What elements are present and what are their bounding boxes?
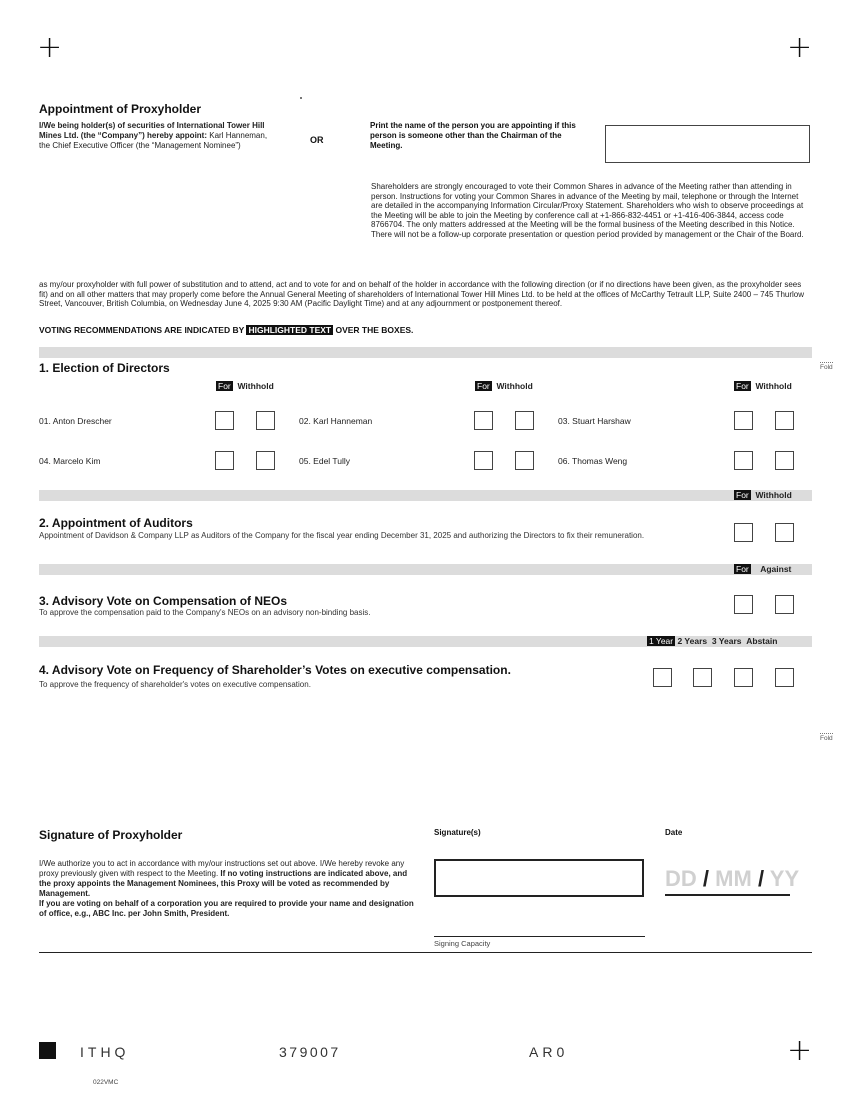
appointment-title: Appointment of Proxyholder <box>39 102 201 116</box>
neo-header <box>734 564 791 575</box>
withhold-label: Withhold <box>755 381 792 391</box>
signature-para1-bold: If no voting instructions are indicated above, and the proxy appoints the Management Nominees, this Proxy will be voted as recommended by Management. <box>39 869 408 898</box>
advisory-paragraph: Shareholders are strongly encouraged to vote their Common Shares in advance of the Meeting rather than attending in person. Instructions for voting your Common Shares in advance of the Meeting by mail, telephone or through the Internet are detailed in the accompanying Information Circular/Proxy Statement. Shareholders who wish to observe proceedings at the Meeting will be able to join the Meeting by conference call at +1-866-832-4451 or +1-416-406-3844, access code 8766704. The only matters addressed at the Meeting will be the formal business of the Meeting described in this Notice. There will not be a follow-up corporate presentation or question period provided by management or the Chair of the Board. <box>371 182 804 239</box>
frequency-3-years-checkbox[interactable] <box>734 668 753 687</box>
auditors-header <box>734 490 792 501</box>
signature-input[interactable] <box>434 859 644 897</box>
dot-mark <box>300 97 302 99</box>
nominee-name: 02. Karl Hanneman <box>299 416 373 426</box>
directors-band <box>39 347 812 358</box>
signing-capacity-label: Signing Capacity <box>434 939 491 948</box>
voting-suffix: OVER THE BOXES. <box>333 325 414 335</box>
abstain-label: Abstain <box>746 636 778 646</box>
date-input[interactable] <box>665 865 799 893</box>
withhold-checkbox[interactable] <box>256 411 275 430</box>
appointment-statement-normal: Karl Hanneman, the Chief Executive Officer (the “Management Nominee”) <box>39 131 268 150</box>
or-label: OR <box>310 135 324 145</box>
registration-mark-top-left: + <box>37 30 63 65</box>
date-yy: YY <box>769 866 800 891</box>
for-highlight: For <box>736 381 749 391</box>
signature-para2-bold: If you are voting on behalf of a corporation you are required to provide your name and designation of office, e.g., ABC Inc. per John Smith, President. <box>39 899 414 918</box>
signature-para1: I/We authorize you to act in accordance with my/our instructions set out above. I/We hereby revoke any proxy previously given with respect to the Meeting. <box>39 859 405 878</box>
withhold-label: Withhold <box>237 381 274 391</box>
print-name-instruction: Print the name of the person you are appointing if this person is someone other than the Chairman of the Meeting. <box>370 121 576 150</box>
footer-code-ithq: ITHQ <box>80 1044 130 1060</box>
directors-col1-header <box>216 381 274 392</box>
directors-col3-header <box>734 381 792 392</box>
appointment-statement-bold: I/We being holder(s) of securities of International Tower Hill Mines Ltd. (the “Company”) hereby appoint: <box>39 121 265 140</box>
for-checkbox[interactable] <box>215 451 234 470</box>
date-separator: / <box>757 866 765 891</box>
for-highlight: For <box>736 564 749 574</box>
proxy-paragraph: as my/our proxyholder with full power of substitution and to attend, act and to vote for and on behalf of the holder in accordance with the following direction (or if no directions have been given, as the proxyholder sees fit) and on all other matters that may properly come before the Annual General Meeting of shareholders of International Tower Hill Mines Ltd. to be held at the offices of McCarthy Tetrault LLP, Suite 2400 – 745 Thurlow Street, Vancouver, British Columbia, on Wednesday June 4, 2025 9:30 AM (Pacific Daylight Time) and at any adjournment or postponement thereof. <box>39 280 805 309</box>
two-years-label: 2 Years <box>677 636 708 646</box>
nominee-name: 06. Thomas Weng <box>558 456 628 466</box>
neo-for-checkbox[interactable] <box>734 595 753 614</box>
nominee-name: 01. Anton Drescher <box>39 416 112 426</box>
withhold-checkbox[interactable] <box>515 451 534 470</box>
voting-prefix: VOTING RECOMMENDATIONS ARE INDICATED BY <box>39 325 247 335</box>
for-checkbox[interactable] <box>474 411 493 430</box>
withhold-checkbox[interactable] <box>775 411 794 430</box>
for-highlight: For <box>218 381 231 391</box>
one-year-highlight: 1 Year <box>649 636 674 646</box>
auditors-for-checkbox[interactable] <box>734 523 753 542</box>
for-highlight: For <box>736 490 749 500</box>
date-separator: / <box>702 866 710 891</box>
fold-mark: Fold <box>820 735 833 742</box>
frequency-title: 4. Advisory Vote on Frequency of Shareholder’s Votes on executive compensation. <box>39 663 511 677</box>
withhold-checkbox[interactable] <box>256 451 275 470</box>
withhold-checkbox[interactable] <box>775 451 794 470</box>
registration-mark-bottom-right: + <box>787 1033 813 1068</box>
auditors-title: 2. Appointment of Auditors <box>39 516 193 530</box>
date-dd: DD <box>665 866 697 891</box>
highlighted-text-sample: HIGHLIGHTED TEXT <box>248 325 332 335</box>
for-checkbox[interactable] <box>215 411 234 430</box>
form-code: 022VMC <box>93 1079 119 1086</box>
withhold-label: Withhold <box>755 490 792 500</box>
frequency-header <box>647 636 777 647</box>
neo-title: 3. Advisory Vote on Compensation of NEOs <box>39 594 288 608</box>
directors-col2-header <box>475 381 533 392</box>
nominee-name: 04. Marcelo Kim <box>39 456 101 466</box>
against-label: Against <box>760 564 792 574</box>
for-checkbox[interactable] <box>734 451 753 470</box>
frequency-abstain-checkbox[interactable] <box>775 668 794 687</box>
auditors-withhold-checkbox[interactable] <box>775 523 794 542</box>
for-checkbox[interactable] <box>474 451 493 470</box>
registration-mark-top-right: + <box>787 30 813 65</box>
signature-instructions <box>39 859 419 919</box>
frequency-description: To approve the frequency of shareholder's votes on executive compensation. <box>39 680 311 689</box>
footer-code-ar0: AR0 <box>529 1044 569 1060</box>
footer-code-number: 379007 <box>279 1044 341 1060</box>
date-underline <box>665 894 790 896</box>
signing-capacity-line <box>434 936 645 937</box>
proxyholder-name-input[interactable] <box>605 125 810 163</box>
nominee-name: 03. Stuart Harshaw <box>558 416 631 426</box>
neo-band <box>39 564 812 575</box>
auditors-description: Appointment of Davidson & Company LLP as Auditors of the Company for the fiscal year ending December 31, 2025 and authorizing the Directors to fix their remuneration. <box>39 531 645 540</box>
date-mm: MM <box>715 866 752 891</box>
withhold-label: Withhold <box>496 381 533 391</box>
appointment-statement <box>39 121 269 151</box>
voting-recommendations-note <box>39 325 413 335</box>
for-highlight: For <box>477 381 490 391</box>
signature-bottom-rule <box>39 952 812 953</box>
frequency-2-years-checkbox[interactable] <box>693 668 712 687</box>
directors-title: 1. Election of Directors <box>39 361 170 375</box>
signature-title: Signature of Proxyholder <box>39 828 183 842</box>
neo-description: To approve the compensation paid to the Company's NEOs on an advisory non-binding basis. <box>39 608 371 617</box>
date-label: Date <box>665 828 683 837</box>
auditors-band <box>39 490 812 501</box>
footer-black-square <box>39 1042 56 1059</box>
three-years-label: 3 Years <box>711 636 742 646</box>
for-checkbox[interactable] <box>734 411 753 430</box>
signature-label: Signature(s) <box>434 828 481 837</box>
fold-mark: Fold <box>820 364 833 371</box>
nominee-name: 05. Edel Tully <box>299 456 351 466</box>
withhold-checkbox[interactable] <box>515 411 534 430</box>
frequency-1-year-checkbox[interactable] <box>653 668 672 687</box>
neo-against-checkbox[interactable] <box>775 595 794 614</box>
